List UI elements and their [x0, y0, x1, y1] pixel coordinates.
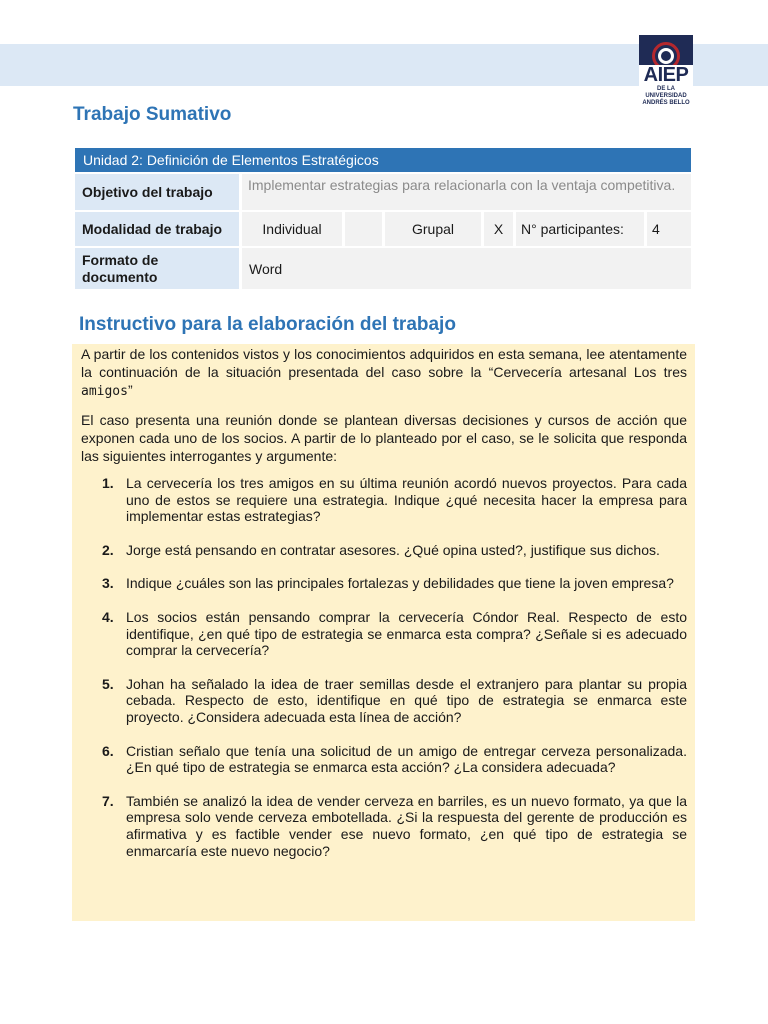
- formato-value: Word: [242, 248, 691, 289]
- modalidad-label: Modalidad de trabajo: [75, 212, 239, 246]
- question-text: También se analizó la idea de vender cerveza en barriles, es un nuevo formato, ya que la empresa solo vende cerveza embotellada. ¿Si la respuesta del gerente de producción es afirmativa y es factible vender ese nuevo formato, ¿en qué tipo de estrategia se enmarcaría este nuevo negocio?: [126, 792, 687, 859]
- logo-emblem: [639, 35, 693, 65]
- instructions-box: [72, 344, 695, 921]
- intro-1-word: amigos: [81, 384, 128, 399]
- question-text: Indique ¿cuáles son las principales fortalezas y debilidades que tiene la joven empresa?: [126, 575, 674, 592]
- question-number: 1.: [102, 475, 114, 491]
- intro-1-quote: ”: [127, 382, 133, 398]
- list-item: [81, 793, 687, 859]
- question-text: La cervecería los tres amigos en su última reunión acordó nuevos proyectos. Para cada uno de estos se requiere una estrategia. Indique ¿qué necesita hacer la empresa para implementar estas estrategias?: [126, 475, 687, 525]
- grupal-mark: X: [484, 212, 513, 246]
- question-text: Los socios están pensando comprar la cervecería Cóndor Real. Respecto de esto identifique, ¿en qué tipo de estrategia se enmarca esta compra? ¿Señale si es adecuado comprar la cervecería?: [126, 608, 687, 659]
- list-item: [81, 475, 687, 525]
- list-item: [81, 676, 687, 726]
- question-text: Cristian señalo que tenía una solicitud de un amigo de entregar cerveza personalizada. ¿En qué tipo de estrategia se enmarca esta acción? ¿La considera adecuada?: [126, 742, 687, 776]
- individual-mark: [345, 212, 382, 246]
- arch-inner-icon: [658, 48, 674, 64]
- intro-paragraph-2: El caso presenta una reunión donde se plantean diversas decisiones y cursos de acción que exponen cada uno de los socios. A partir de lo planteado por el caso, se le solicita que responda las siguientes interrogantes y argumente:: [81, 412, 687, 464]
- page-title: Trabajo Sumativo: [73, 104, 232, 125]
- instructivo-heading: Instructivo para la elaboración del trabajo: [79, 314, 456, 335]
- modalidad-row: [75, 212, 691, 246]
- intro-1-text: A partir de los contenidos vistos y los conocimientos adquiridos en esta semana, lee atentamente la continuación de la situación presentada del caso sobre la “Cervecería artesanal Los tres: [81, 346, 687, 380]
- logo-sub-line-1: DE LA UNIVERSIDAD: [645, 86, 687, 99]
- logo-subtitle: [639, 86, 693, 107]
- formato-label: Formato de documento: [75, 248, 239, 289]
- question-number: 7.: [102, 792, 114, 809]
- objetivo-label: Objetivo del trabajo: [75, 174, 239, 210]
- question-text: Jorge está pensando en contratar asesores. ¿Qué opina usted?, justifique sus dichos.: [126, 541, 660, 558]
- aiep-logo: [639, 35, 693, 106]
- logo-sub-line-2: ANDRÉS BELLO: [642, 100, 690, 106]
- question-number: 3.: [102, 575, 114, 592]
- grupal-label: Grupal: [385, 212, 481, 246]
- question-text: Johan ha señalado la idea de traer semillas desde el extranjero para plantar su propia cebada. Respecto de esto, identifique en qué tipo de estrategia se enmarca este proyecto. ¿Considera adecuada esta línea de acción?: [126, 675, 687, 725]
- question-number: 2.: [102, 541, 114, 558]
- formato-row: [75, 248, 691, 289]
- participantes-value: 4: [647, 212, 691, 246]
- intro-paragraph-1: [81, 345, 687, 401]
- question-number: 6.: [102, 742, 114, 759]
- objetivo-value: Implementar estrategias para relacionarla con la ventaja competitiva.: [242, 174, 691, 210]
- question-number: 4.: [102, 608, 114, 625]
- list-item: [81, 609, 687, 659]
- logo-wordmark: AIEP: [643, 64, 689, 86]
- questions-list: [81, 475, 687, 859]
- unit-header: Unidad 2: Definición de Elementos Estratégicos: [75, 148, 691, 172]
- list-item: [81, 743, 687, 776]
- list-item: [81, 575, 687, 592]
- participantes-label: N° participantes:: [516, 212, 644, 246]
- question-number: 5.: [102, 675, 114, 692]
- individual-label: Individual: [242, 212, 342, 246]
- objetivo-row: [75, 174, 691, 210]
- list-item: [81, 542, 687, 559]
